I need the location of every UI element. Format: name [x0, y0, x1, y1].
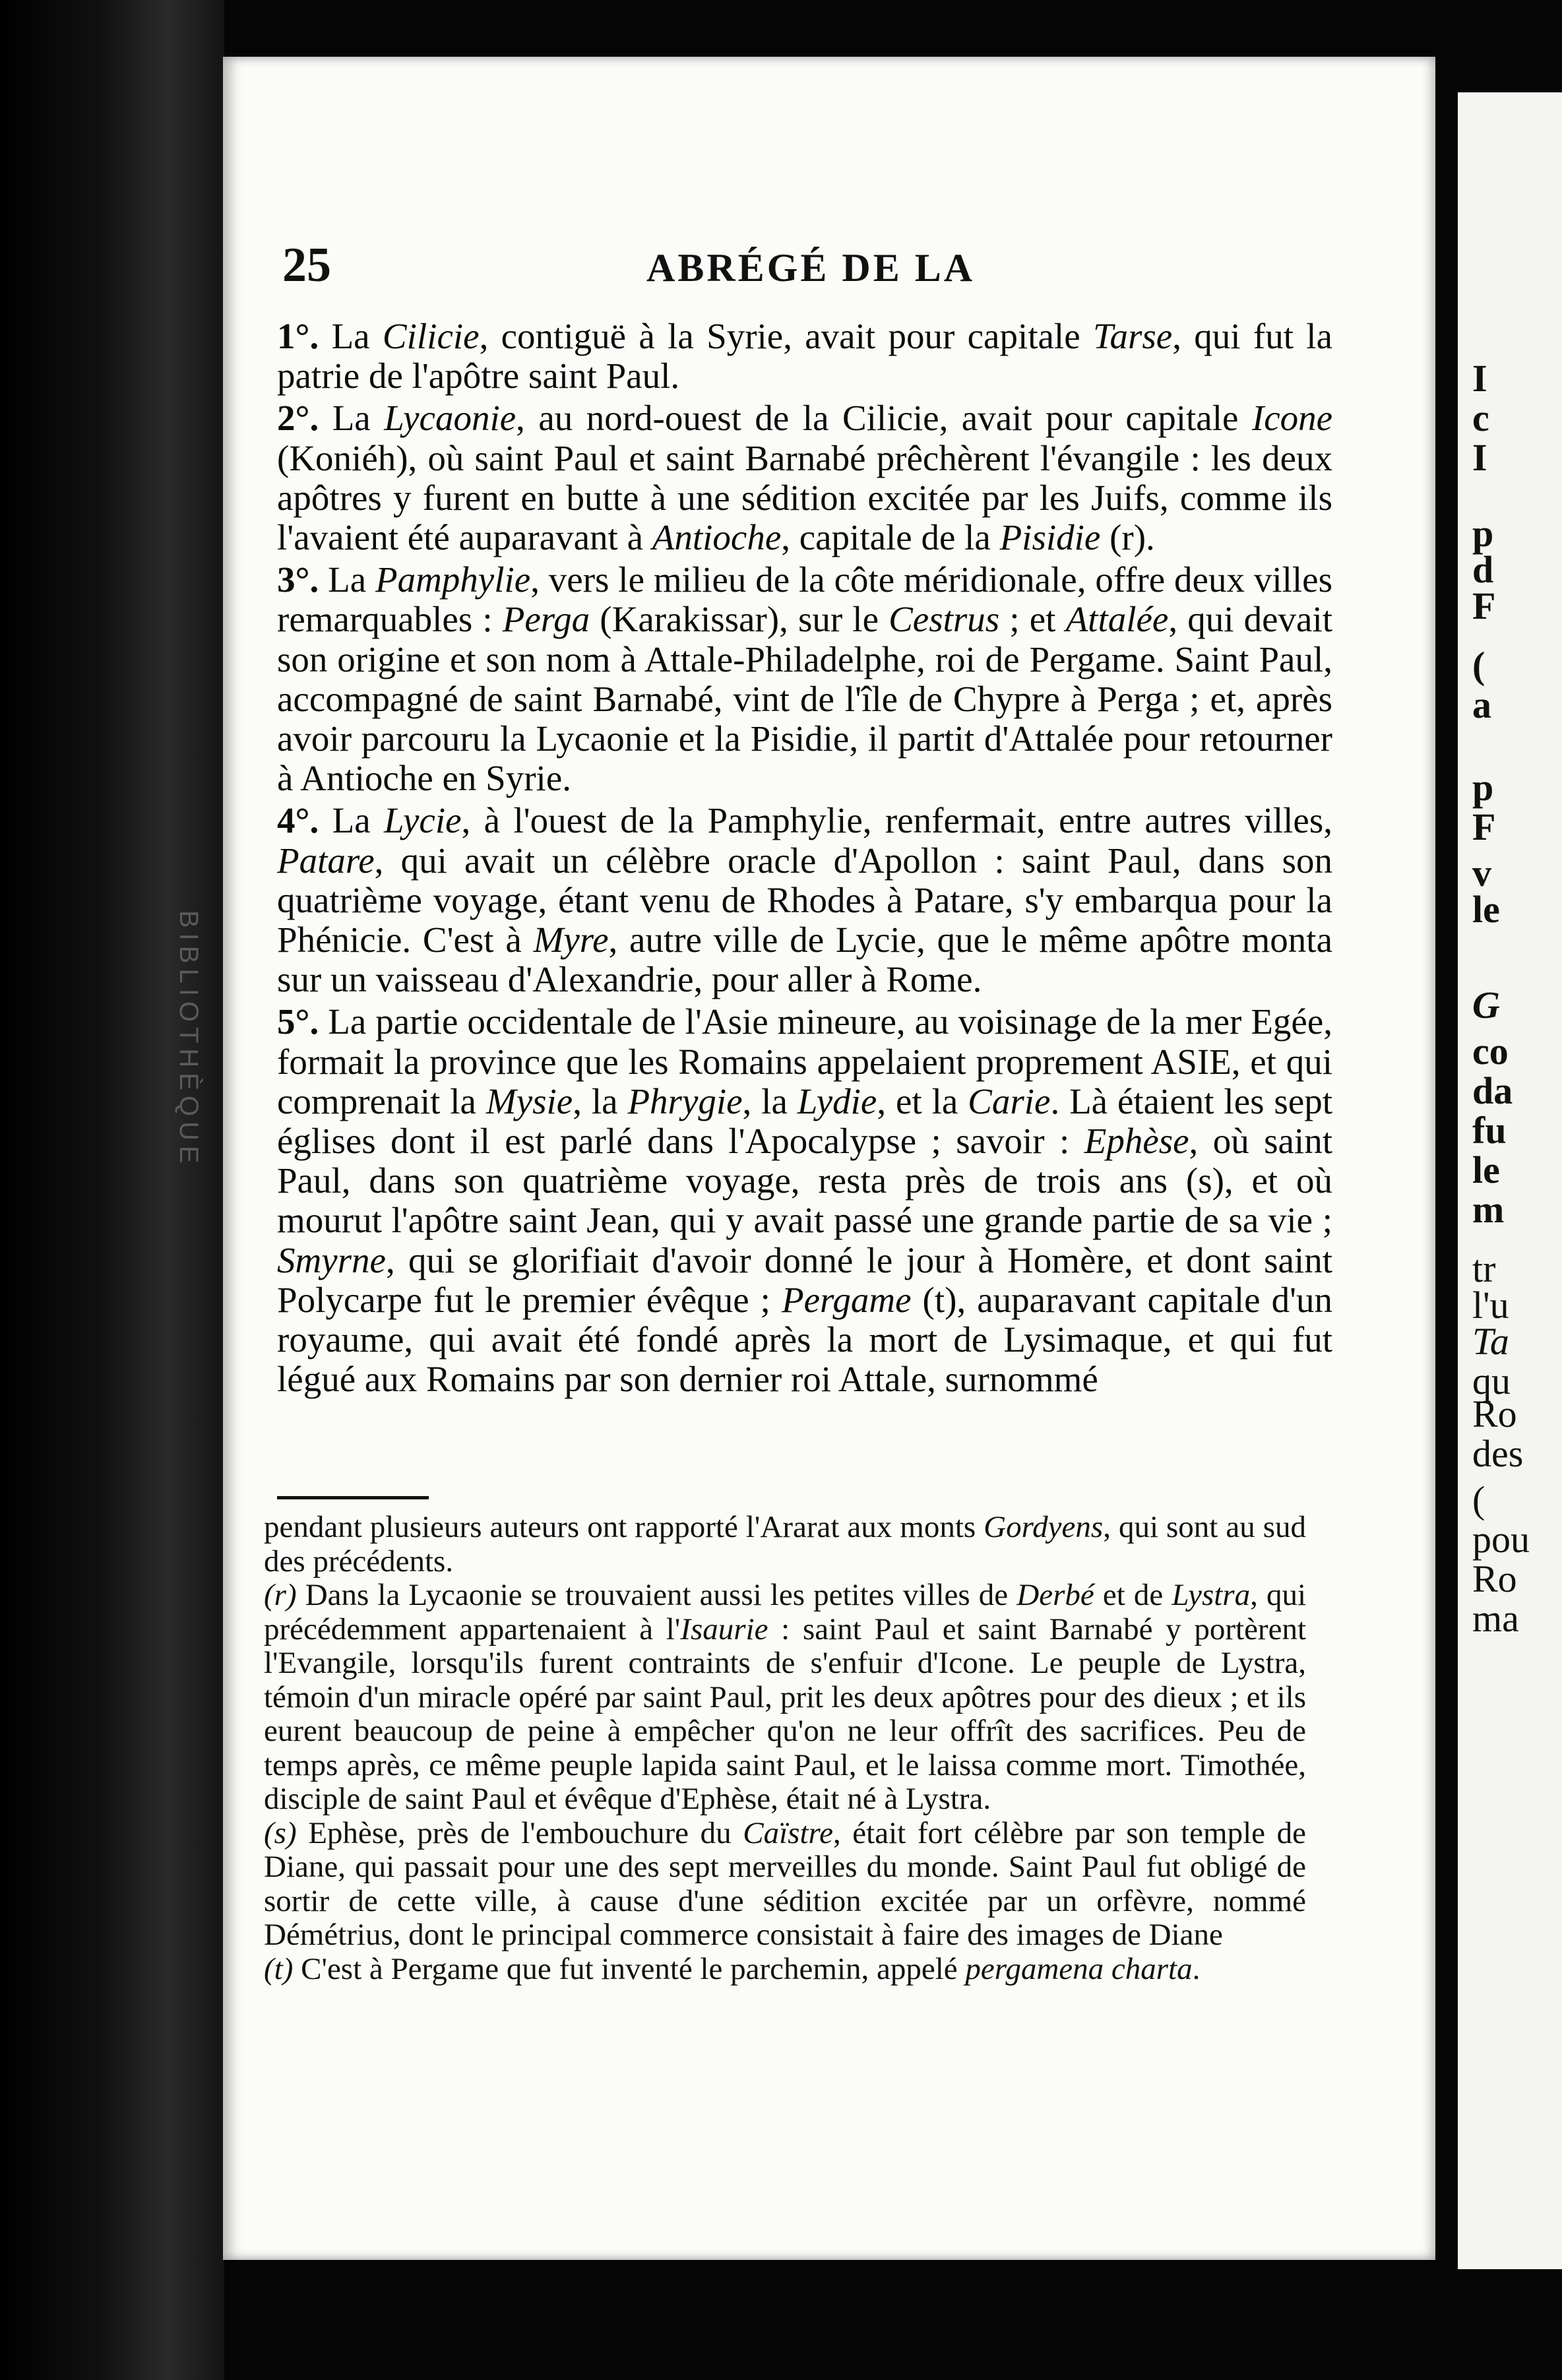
text-run: La partie occidentale de l'Asie mineure, au voisinage de la mer Egée, formait la province que les Romains appelaient proprement ASIE, et qui comprenait la [277, 1001, 1332, 1121]
book-binding-left [0, 0, 224, 2380]
italic-term: Icone [1251, 398, 1333, 439]
italic-term: Perga [502, 599, 590, 640]
paragraph-5 [277, 1002, 1332, 1399]
italic-term: Gordyens [984, 1510, 1104, 1544]
facing-page-fragment: fu [1472, 1109, 1507, 1152]
text-run: , contiguë à la Syrie, avait pour capitale [479, 316, 1093, 356]
italic-term: Isaurie [680, 1612, 768, 1646]
italic-term: Pisidie [999, 517, 1101, 558]
facing-page-fragment: I [1472, 357, 1487, 400]
text-run: , et la [877, 1080, 968, 1121]
text-run: , qui précédemment appartenaient à l' [264, 1578, 1307, 1646]
italic-term: Attalée [1065, 599, 1169, 640]
text-run: et de [1094, 1578, 1172, 1612]
paragraph-number: 1°. [277, 316, 319, 356]
facing-page-fragment: c [1472, 396, 1489, 439]
footnote-marker: (s) [264, 1815, 297, 1850]
footnote-marker: (t) [264, 1951, 294, 1986]
facing-page-fragment: p [1472, 512, 1494, 555]
text-run: , qui devait son origine et son nom à Attale-Philadelphe, roi de Pergame. Saint Paul, accompagné de saint Barnabé, vint de l'île de Chypre à Perga ; et, après avoir parcouru la Lycaonie et la Pisidie, il partit d'Attalée pour retourner à Antioche en Syrie. [277, 599, 1333, 799]
italic-term: pergamena charta [965, 1951, 1193, 1986]
italic-term: Lydie [797, 1080, 877, 1121]
text-run: , qui se glorifiait d'avoir donné le jour à Homère, et dont saint Polycarpe fut le premier évêque ; [277, 1239, 1332, 1320]
footnote-marker: (r) [264, 1578, 297, 1612]
text-run: , qui avait un célèbre oracle d'Apollon : saint Paul, dans son quatrième voyage, étant venu de Rhodes à Patare, s'y embarqua pour la Phénicie. C'est à [277, 840, 1332, 960]
footnote [264, 1511, 1306, 1579]
italic-term: Patare [277, 840, 375, 881]
text-run: La [319, 559, 375, 600]
text-run: La [319, 800, 385, 841]
italic-term: Mysie [485, 1080, 573, 1121]
page-number: 25 [282, 238, 331, 292]
paragraph-1 [277, 317, 1332, 396]
text-run: Ephèse, près de l'embouchure du [296, 1815, 743, 1850]
text-run: La [319, 398, 385, 439]
facing-page-fragment: co [1472, 1030, 1509, 1073]
footnote [264, 1817, 1306, 1953]
text-run: , à l'ouest de la Pamphylie, renfermait, entre autres villes, [461, 800, 1332, 841]
facing-page-fragment: le [1472, 888, 1500, 931]
text-run: (r). [1100, 517, 1155, 558]
paragraph-number: 5°. [277, 1001, 319, 1042]
text-run: , autre ville de Lycie, que le même apôtre monta sur un vaisseau d'Alexandrie, pour aller à Rome. [277, 920, 1332, 1000]
footnote-rule [277, 1496, 429, 1499]
text-run: (t), auparavant capitale d'un royaume, qui avait été fondé après la mort de Lysimaque, et qui fut légué aux Romains par son dernier roi Attale, surnommé [277, 1279, 1332, 1400]
text-run: . [1192, 1951, 1201, 1986]
facing-page-fragment: F [1472, 584, 1496, 627]
text-run: (Koniéh), où saint Paul et saint Barnabé prêchèrent l'évangile : les deux apôtres y furent en butte à une sédition excitée par les Juifs, comme ils l'avaient été auparavant à [277, 437, 1332, 558]
facing-page-fragment: le [1472, 1148, 1500, 1191]
italic-term: Ephèse [1084, 1121, 1189, 1162]
text-run: . Là étaient les sept églises dont il est parlé dans l'Apocalypse ; savoir : [277, 1080, 1333, 1162]
italic-term: Cilicie [382, 316, 480, 356]
text-run: , était fort célèbre par son temple de Diane, qui passait pour une des sept merveilles du monde. Saint Paul fut obligé de sortir de cette ville, à cause d'une sédition excitée par un orfèvre, nommé Démétrius, dont le principal commerce consistait à faire des images de Diane [264, 1815, 1306, 1952]
paragraph-4 [277, 801, 1332, 999]
facing-page-edge [1458, 92, 1562, 2269]
facing-page-fragment: v [1472, 852, 1491, 894]
text-run: La [319, 316, 383, 356]
text-run: (Karakissar), sur le [590, 599, 889, 640]
italic-term: Lystra [1172, 1578, 1251, 1612]
facing-page-fragment: I [1472, 436, 1487, 479]
italic-term: Antioche [652, 517, 782, 558]
text-run: , au nord-ouest de la Cilicie, avait pour capitale [516, 398, 1252, 439]
facing-page-fragment: qu [1472, 1360, 1511, 1402]
facing-page-fragment: a [1472, 683, 1491, 726]
paragraph-number: 2°. [277, 398, 319, 439]
facing-page-fragment: d [1472, 548, 1494, 591]
running-head: ABRÉGÉ DE LA [646, 246, 976, 290]
facing-page-fragment: des [1472, 1432, 1524, 1475]
italic-term: Smyrne [277, 1239, 386, 1280]
text-run: Dans la Lycaonie se trouvaient aussi les petites villes de [296, 1578, 1017, 1612]
paragraph-number: 4°. [277, 800, 319, 841]
facing-page-fragment: ( [1472, 1478, 1485, 1521]
text-run: ; et [999, 599, 1066, 640]
spine-text: BIBLIOTHÈQUE [174, 910, 203, 1169]
text-run: , la [742, 1080, 797, 1121]
main-text-body [277, 317, 1332, 1399]
italic-term: Tarse [1092, 316, 1173, 356]
italic-term: Myre [533, 920, 609, 960]
text-run: , capitale de la [781, 517, 1000, 558]
facing-page-fragment: G [1472, 984, 1500, 1026]
italic-term: Pamphylie [375, 559, 531, 600]
facing-page-fragment: p [1472, 766, 1494, 809]
facing-page-fragment: tr [1472, 1247, 1496, 1290]
text-run: , qui sont au sud des précédents. [264, 1510, 1306, 1579]
italic-term: Cestrus [889, 599, 1000, 640]
text-run: , vers le milieu de la côte méridionale, offre deux villes remarquables : [277, 559, 1332, 640]
text-run: , la [573, 1080, 628, 1121]
italic-term: Caïstre [743, 1815, 833, 1850]
facing-page-fragment: Ro [1472, 1557, 1517, 1600]
italic-term: Lycaonie [384, 398, 516, 439]
footnote [264, 1579, 1306, 1817]
facing-page-fragment: Ro [1472, 1393, 1517, 1435]
facing-page-fragment: pou [1472, 1518, 1530, 1561]
italic-term: Pergame [782, 1279, 912, 1320]
italic-term: Lycie [384, 800, 462, 841]
paragraph-number: 3°. [277, 559, 319, 600]
italic-term: Phrygie [627, 1080, 743, 1121]
italic-term: Carie [968, 1080, 1051, 1121]
facing-page-fragment: ma [1472, 1597, 1519, 1640]
facing-page-fragment: ( [1472, 644, 1485, 687]
page-header [277, 237, 1398, 310]
facing-page-fragment: da [1472, 1069, 1513, 1112]
facing-page-fragment: l'u [1472, 1284, 1509, 1327]
italic-term: Derbé [1016, 1578, 1094, 1612]
facing-page-fragment: F [1472, 805, 1496, 848]
text-run: , où saint Paul, dans son quatrième voyage, resta près de trois ans (s), et où mourut l'apôtre saint Jean, qui y avait passé une grande partie de sa vie ; [277, 1121, 1332, 1241]
text-run: pendant plusieurs auteurs ont rapporté l'Ararat aux monts [264, 1510, 984, 1544]
facing-page-fragment: Ta [1472, 1320, 1509, 1363]
text-run: , qui fut la patrie de l'apôtre saint Paul. [277, 316, 1332, 396]
facing-page-fragment: m [1472, 1188, 1505, 1231]
footnote [264, 1953, 1306, 1987]
text-run: C'est à Pergame que fut inventé le parchemin, appelé [293, 1951, 966, 1986]
text-run: : saint Paul et saint Barnabé y portèrent l'Evangile, lorsqu'ils furent contraints de s'enfuir d'Icone. Le peuple de Lystra, témoin d'un miracle opéré par saint Paul, prit les deux apôtres pour des dieux ; et ils eurent beaucoup de peine à empêcher qu'on ne leur offrît des sacrifices. Peu de temps après, ce même peuple lapida saint Paul, et le laissa comme mort. Timothée, disciple de saint Paul et évêque d'Ephèse, était né à Lystra. [264, 1612, 1307, 1816]
footnotes-section [264, 1511, 1306, 1986]
paragraph-2 [277, 398, 1332, 557]
paragraph-3 [277, 560, 1332, 798]
